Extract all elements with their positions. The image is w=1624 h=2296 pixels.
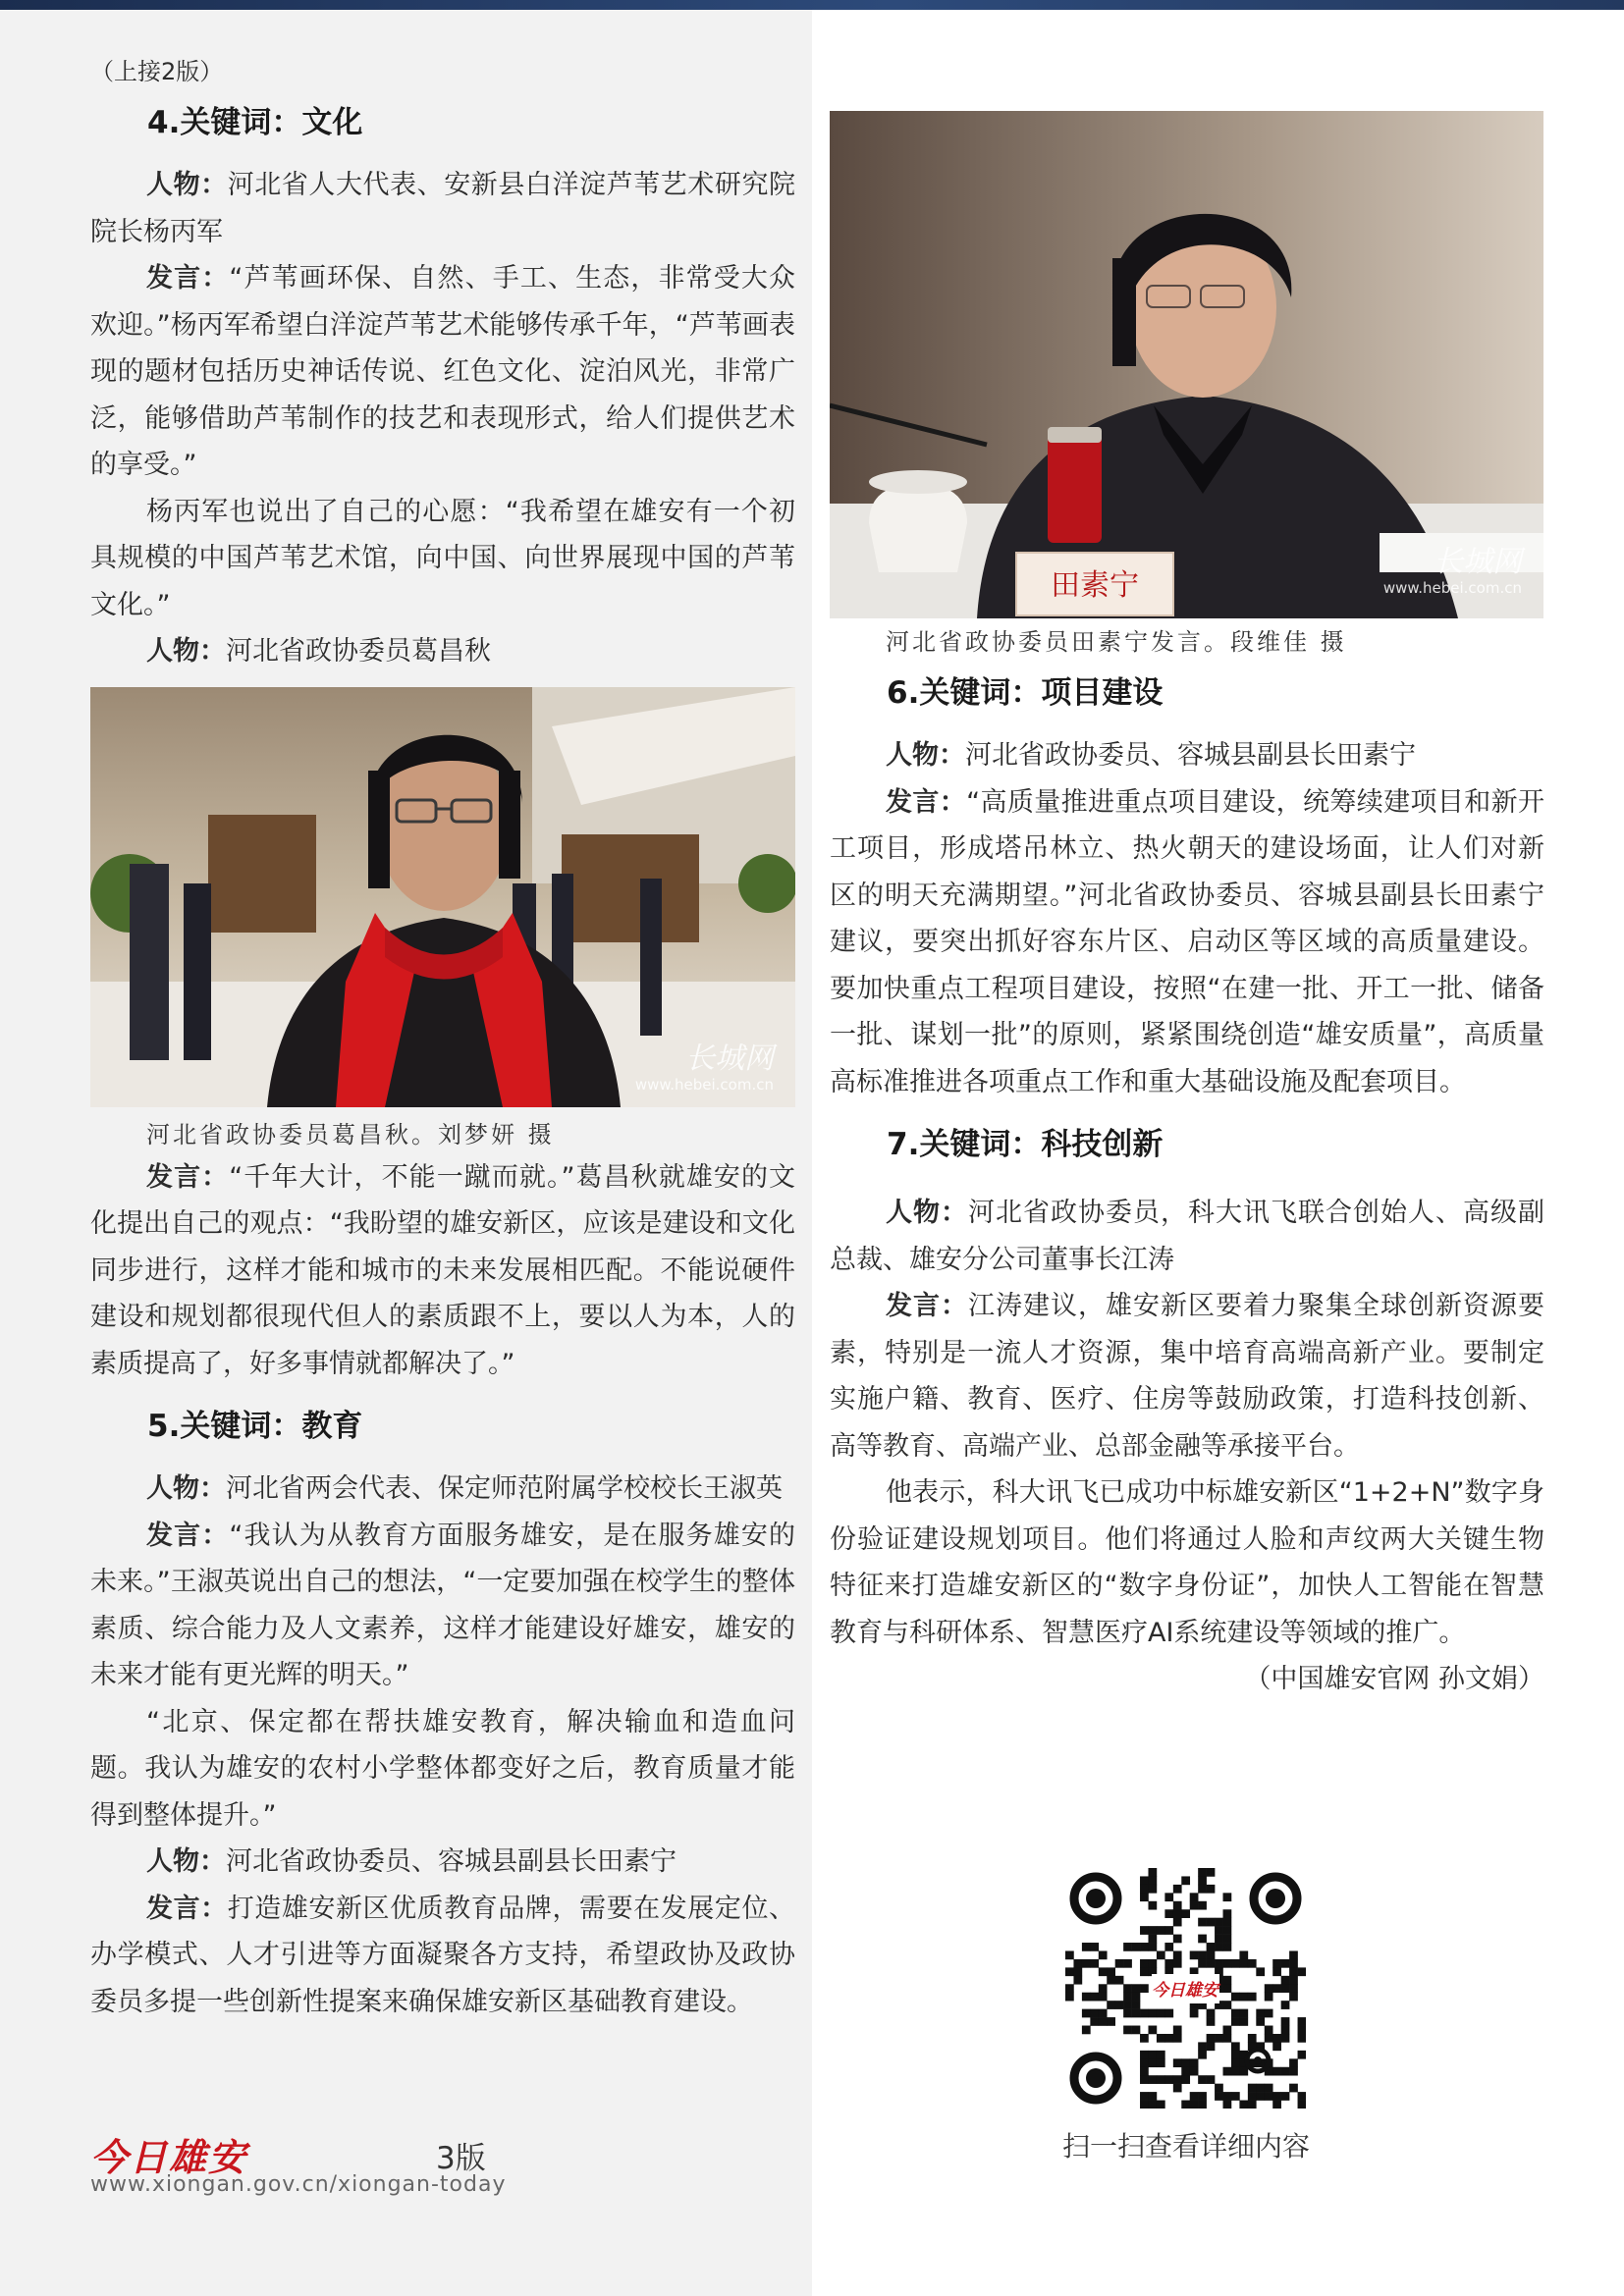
s5-speech-1: 发言：“我认为从教育方面服务雄安，是在服务雄安的未来。”王淑英说出自己的想法，“一定要加强在校学生的整体素质、综合能力及人文素养，这样才能建设好雄安，雄安的未来才能有更光辉的明天。” (90, 1520, 796, 1690)
s5-person-2: 人物：河北省政协委员、容城县副县长田素宁 (146, 1846, 677, 1877)
qr-caption: 扫一扫查看详细内容 (1062, 2130, 1311, 2163)
top-bar (0, 0, 1624, 10)
s4-extra-1: 杨丙军也说出了自己的心愿：“我希望在雄安有一个初具规模的中国芦苇艺术馆，向中国、向世界展现中国的芦苇文化。” (90, 496, 795, 620)
photo-tian-suning-image (830, 111, 1543, 618)
photo-tian-suning (830, 111, 1543, 618)
page-number: 3版 (436, 2141, 486, 2176)
left-column (90, 10, 795, 2025)
section-5-heading: 5.关键词：教育 (147, 1409, 363, 1444)
watermark: 长城网 www.hebei.com.cn (634, 1041, 774, 1094)
section-6-heading: 6.关键词：项目建设 (887, 675, 1164, 711)
photo-caption-ge-changqiu: 河北省政协委员葛昌秋。刘梦妍 摄 (146, 1120, 555, 1148)
photo-caption-tian-suning: 河北省政协委员田素宁发言。段维佳 摄 (886, 628, 1347, 656)
qr-center-logo: 今日雄安 (1152, 1981, 1218, 2001)
qr-code[interactable] (1065, 1868, 1306, 2109)
s5-person-1: 人物：河北省两会代表、保定师范附属学校校长王淑英 (146, 1473, 783, 1504)
nameplate-text: 田素宁 (1051, 568, 1139, 603)
brand-logo: 今日雄安 (90, 2135, 248, 2179)
s7-extra: 他表示，科大讯飞已成功中标雄安新区“1+2+N”数字身份验证建设规划项目。他们将通过人脸和声纹两大关键生物特征来打造雄安新区的“数字身份证”，加快人工智能在智慧教育与科研体系、智慧医疗AI系统建设等领域的推广。 (830, 1477, 1544, 1648)
s4-speech-1: 发言：“芦苇画环保、自然、手工、生态，非常受大众欢迎。”杨丙军希望白洋淀芦苇艺术能够传承千年，“芦苇画表现的题材包括历史神话传说、红色文化、淀泊风光，非常广泛，能够借助芦苇制作的技艺和表现形式，给人们提供艺术的享受。” (90, 263, 796, 480)
s6-person: 人物：河北省政协委员、容城县副县长田素宁 (886, 740, 1416, 771)
right-column (830, 10, 1544, 1703)
s4-person-2: 人物：河北省政协委员葛昌秋 (146, 636, 491, 667)
section-4-heading: 4.关键词：文化 (147, 105, 363, 140)
continued-note: （上接2版） (90, 58, 224, 85)
section-7-heading: 7.关键词：科技创新 (887, 1127, 1164, 1162)
s7-speech: 发言：江涛建议，雄安新区要着力聚集全球创新资源要素，特别是一流人才资源，集中培育高端高新产业。要制定实施户籍、教育、医疗、住房等鼓励政策，打造科技创新、高等教育、高端产业、总部金融等承接平台。 (830, 1291, 1544, 1462)
s4-person-1: 人物：河北省人大代表、安新县白洋淀芦苇艺术研究院院长杨丙军 (90, 170, 796, 247)
site-url[interactable]: www.xiongan.gov.cn/xiongan-today (90, 2172, 507, 2197)
s5-extra-1: “北京、保定都在帮扶雄安教育，解决输血和造血问题。我认为雄安的农村小学整体都变好之后，教育质量才能得到整体提升。” (90, 1706, 795, 1831)
photo-ge-changqiu (90, 687, 795, 1107)
s7-person: 人物：河北省政协委员，科大讯飞联合创始人、高级副总裁、雄安分公司董事长江涛 (830, 1198, 1544, 1275)
article-source: （中国雄安官网 孙文娟） (1244, 1664, 1544, 1694)
s6-speech: 发言：“高质量推进重点项目建设，统筹续建项目和新开工项目，形成塔吊林立、热火朝天的建设场面，让人们对新区的明天充满期望。”河北省政协委员、容城县副县长田素宁建议，要突出抓好容东片区、启动区等区域的高质量建设。要加快重点工程项目建设，按照“在建一批、开工一批、储备一批、谋划一批”的原则，紧紧围绕创造“雄安质量”，高质量高标准推进各项重点工作和重大基础设施及配套项目。 (830, 786, 1544, 1097)
s5-speech-2: 发言：打造雄安新区优质教育品牌，需要在发展定位、办学模式、人才引进等方面凝聚各方支持，希望政协及政协委员多提一些创新性提案来确保雄安新区基础教育建设。 (90, 1893, 796, 2017)
s4-speech-2: 发言：“千年大计，不能一蹴而就。”葛昌秋就雄安的文化提出自己的观点：“我盼望的雄安新区，应该是建设和文化同步进行，这样才能和城市的未来发展相匹配。不能说硬件建设和规划都很现代但人的素质跟不上，要以人为本，人的素质提高了，好多事情就都解决了。” (90, 1161, 796, 1379)
watermark: 长城网 www.hebei.com.cn (1382, 545, 1522, 597)
